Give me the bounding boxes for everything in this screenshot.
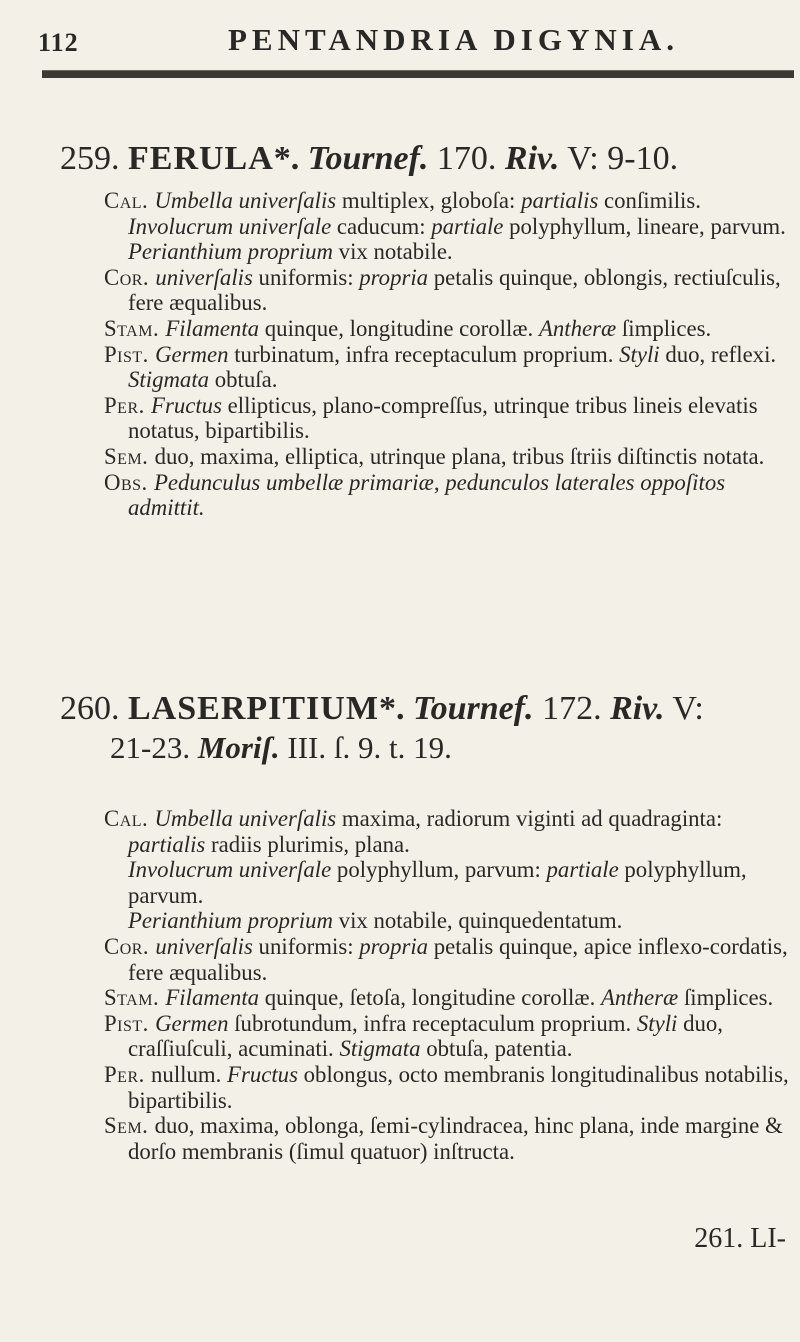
italic-term: Antheræ bbox=[600, 985, 679, 1011]
running-head bbox=[0, 22, 800, 62]
entry-text: maxima, radiorum viginti ad quadraginta: bbox=[336, 806, 723, 831]
description-entry bbox=[104, 857, 790, 908]
description-entry bbox=[104, 393, 790, 444]
reference-rest: V: 9-10. bbox=[567, 140, 679, 177]
entry-text: petalis quinque, apice inflexo-cordatis, fere æqualibus. bbox=[128, 933, 788, 985]
description-entry bbox=[104, 188, 790, 214]
description-entry bbox=[104, 444, 790, 470]
italic-term: Perianthium proprium bbox=[128, 239, 333, 265]
description-entry bbox=[104, 985, 790, 1011]
description-entry bbox=[104, 470, 790, 521]
italic-term: Filamenta bbox=[165, 985, 260, 1011]
description-entry bbox=[104, 1011, 790, 1062]
italic-term: Umbella univerſalis bbox=[154, 806, 337, 831]
entry-text: polyphyllum, parvum: bbox=[331, 857, 547, 883]
entry-label: Sem. bbox=[104, 443, 155, 469]
section-title-continuation bbox=[110, 730, 704, 766]
italic-term: Fructus bbox=[227, 1061, 298, 1087]
entry-text: duo, craſſiuſculi, acuminati. bbox=[128, 1010, 723, 1062]
italic-term: partiale bbox=[546, 857, 619, 883]
genus-name: LASERPITIUM bbox=[128, 690, 379, 727]
entry-label: Pist. bbox=[104, 341, 156, 367]
entry-label: Stam. bbox=[104, 315, 166, 341]
entry-text: polyphyllum, parvum. bbox=[128, 857, 747, 908]
entry-text: ellipticus, plano-compreſſus, utrinque tribus lineis elevatis notatus, bipartibilis. bbox=[128, 392, 758, 444]
reference-author: Tournef. bbox=[307, 140, 429, 177]
description-entry bbox=[104, 265, 790, 316]
italic-term: Pedunculus umbellæ primariæ, pedunculos laterales oppoſitos admittit. bbox=[128, 469, 726, 521]
description-entry bbox=[104, 934, 790, 985]
description-entry bbox=[104, 908, 790, 934]
italic-term: partiale bbox=[431, 213, 504, 239]
entry-text: duo, maxima, oblonga, ſemi-cylindracea, hinc plana, inde margine & dorſo membranis (ſimul quatuor) inſtructa. bbox=[128, 1113, 783, 1164]
entry-label: Cor. bbox=[104, 933, 156, 959]
section-title-259 bbox=[60, 140, 678, 178]
italic-term: Germen bbox=[155, 1010, 229, 1036]
entry-text: duo, maxima, elliptica, utrinque plana, tribus ſtriis diſtinctis notata. bbox=[154, 443, 765, 469]
entry-text: caducum: bbox=[331, 213, 432, 239]
page-number: 112 bbox=[38, 28, 79, 57]
entry-text: ſubrotundum, infra receptaculum proprium. bbox=[228, 1010, 637, 1036]
asterisk-mark: *. bbox=[378, 690, 405, 727]
entry-text: duo, reflexi. bbox=[659, 341, 777, 367]
reference-rest: V: bbox=[672, 690, 704, 727]
italic-term: Stigmata bbox=[339, 1036, 421, 1062]
entry-label: Per. bbox=[104, 392, 152, 418]
entry-text: ſimplices. bbox=[616, 315, 712, 341]
entry-text: uniformis: bbox=[252, 933, 360, 959]
reference-author-2: Riv. bbox=[504, 140, 560, 177]
reference-author-2: Riv. bbox=[610, 690, 665, 727]
running-title: PENTANDRIA DIGYNIA. bbox=[228, 22, 679, 57]
reference-author: Tournef. bbox=[412, 690, 534, 727]
entry-label: Pist. bbox=[104, 1010, 156, 1036]
italic-term: Involucrum univerſale bbox=[128, 857, 332, 883]
entry-text: conſimilis. bbox=[598, 188, 701, 213]
entry-text: obtuſa. bbox=[209, 367, 278, 393]
subline-author: Moriſ. bbox=[197, 730, 280, 765]
italic-term: univerſalis bbox=[155, 264, 253, 290]
section-number: 259. bbox=[60, 140, 120, 177]
description-260 bbox=[104, 806, 790, 1164]
entry-text: radiis plurimis, plana. bbox=[205, 831, 410, 857]
italic-term: partialis bbox=[521, 188, 599, 213]
entry-label: Obs. bbox=[104, 469, 154, 495]
reference-pages: 170. bbox=[436, 140, 497, 177]
reference-pages: 172. bbox=[542, 690, 602, 727]
entry-label: Cor. bbox=[104, 264, 156, 290]
entry-text: uniformis: bbox=[252, 264, 360, 290]
description-entry bbox=[104, 214, 790, 240]
description-entry bbox=[104, 1113, 790, 1164]
description-entry bbox=[104, 316, 790, 342]
italic-term: Styli bbox=[636, 1010, 678, 1036]
section-title-260 bbox=[60, 690, 704, 766]
genus-name: FERULA bbox=[128, 140, 274, 177]
entry-text: vix notabile. bbox=[332, 239, 453, 265]
italic-term: univerſalis bbox=[155, 933, 253, 959]
entry-label: Cal. bbox=[104, 188, 155, 213]
entry-text: vix notabile, quinquedentatum. bbox=[332, 908, 623, 934]
subline-rest: III. ſ. 9. t. 19. bbox=[279, 730, 452, 765]
description-259 bbox=[104, 188, 790, 521]
entry-text: nullum. bbox=[151, 1061, 228, 1087]
section-number: 260. bbox=[60, 690, 120, 727]
subline-pre: 21-23. bbox=[110, 730, 198, 765]
italic-term: propria bbox=[359, 264, 429, 290]
asterisk-mark: *. bbox=[273, 140, 300, 177]
entry-text: multiplex, globoſa: bbox=[336, 188, 522, 213]
entry-label: Per. bbox=[104, 1061, 152, 1087]
italic-term: Stigmata bbox=[128, 367, 210, 393]
italic-term: Umbella univerſalis bbox=[154, 188, 337, 213]
italic-term: Antheræ bbox=[538, 315, 617, 341]
entry-label: Stam. bbox=[104, 985, 166, 1011]
entry-text: quinque, ſetoſa, longitudine corollæ. bbox=[259, 985, 601, 1011]
italic-term: Involucrum univerſale bbox=[128, 213, 332, 239]
entry-text: polyphyllum, lineare, parvum. bbox=[503, 213, 786, 239]
description-entry bbox=[104, 239, 790, 265]
entry-text: oblongus, octo membranis longitudinalibus notabilis, bipartibilis. bbox=[128, 1061, 789, 1113]
entry-text: petalis quinque, oblongis, rectiuſculis, fere æqualibus. bbox=[128, 264, 781, 316]
entry-text: quinque, longitudine corollæ. bbox=[259, 315, 539, 341]
italic-term: Fructus bbox=[151, 392, 222, 418]
catchword: 261. LI- bbox=[694, 1223, 786, 1254]
italic-term: Styli bbox=[619, 341, 660, 367]
entry-text: obtuſa, patentia. bbox=[420, 1036, 573, 1062]
entry-text: turbinatum, infra receptaculum proprium. bbox=[228, 341, 620, 367]
italic-term: Filamenta bbox=[165, 315, 260, 341]
header-rule bbox=[42, 70, 794, 78]
italic-term: propria bbox=[359, 933, 429, 959]
italic-term: partialis bbox=[128, 831, 206, 857]
entry-label: Cal. bbox=[104, 806, 155, 831]
entry-text: ſimplices. bbox=[678, 985, 774, 1011]
italic-term: Perianthium proprium bbox=[128, 908, 333, 934]
description-entry bbox=[104, 342, 790, 393]
entry-label: Sem. bbox=[104, 1113, 155, 1139]
italic-term: Germen bbox=[155, 341, 229, 367]
description-entry bbox=[104, 806, 790, 857]
description-entry bbox=[104, 1062, 790, 1113]
